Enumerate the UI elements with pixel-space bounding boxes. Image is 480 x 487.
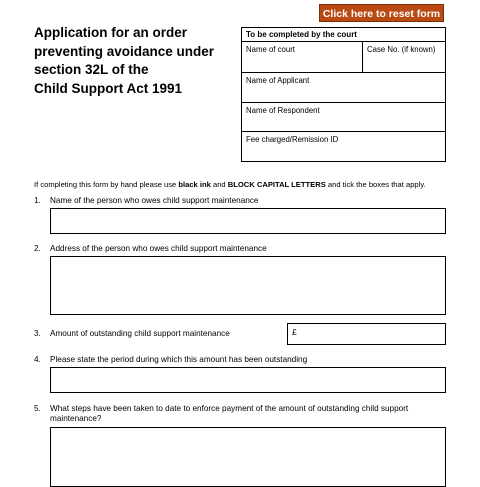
question-number: 3.	[34, 329, 41, 338]
title-line: Application for an order	[34, 25, 188, 40]
form-instructions	[34, 180, 426, 189]
question-2-label	[34, 244, 267, 254]
instructions-and: and	[210, 180, 228, 189]
question-number: 1.	[34, 196, 41, 205]
name-of-applicant-label: Name of Applicant	[246, 76, 310, 85]
debtor-name-input[interactable]	[50, 208, 446, 234]
question-number: 5.	[34, 404, 41, 413]
instructions-bold-capitals: BLOCK CAPITAL LETTERS	[227, 180, 326, 189]
outstanding-period-input[interactable]	[50, 367, 446, 393]
outstanding-amount-input[interactable]	[287, 323, 446, 345]
question-4-label	[34, 355, 307, 365]
court-use-box	[241, 27, 446, 162]
enforcement-steps-input[interactable]	[50, 427, 446, 487]
instructions-bold-ink: black ink	[178, 180, 211, 189]
question-5-continuation	[50, 414, 101, 424]
title-line: preventing avoidance under	[34, 43, 215, 59]
question-text: What steps have been taken to date to enforce payment of the amount of outstanding child support	[50, 404, 409, 413]
reset-form-button[interactable]: Click here to reset form	[319, 4, 444, 22]
debtor-address-input[interactable]	[50, 256, 446, 315]
question-text: Name of the person who owes child support maintenance	[50, 196, 259, 205]
title-line: Child Support Act 1991	[34, 80, 183, 96]
question-text: Amount of outstanding child support maintenance	[50, 329, 230, 338]
fee-remission-label: Fee charged/Remission ID	[246, 135, 339, 144]
case-number-label: Case No. (if known)	[367, 45, 436, 54]
name-of-respondent-field[interactable]	[242, 103, 445, 132]
question-5-label	[34, 404, 408, 414]
question-number: 2.	[34, 244, 41, 253]
question-number: 4.	[34, 355, 41, 364]
name-of-respondent-label: Name of Respondent	[246, 106, 320, 115]
question-text: Please state the period during which this amount has been outstanding	[50, 355, 308, 364]
fee-remission-field[interactable]	[242, 132, 445, 161]
title-line: section 32L of the	[34, 62, 149, 77]
pound-sign: £	[292, 327, 297, 337]
name-of-court-label: Name of court	[246, 45, 295, 54]
question-text: Address of the person who owes child support maintenance	[50, 244, 267, 253]
instructions-prefix: If completing this form by hand please use	[34, 180, 179, 189]
form-title	[34, 24, 224, 98]
question-1-label	[34, 196, 258, 206]
question-3-label	[34, 329, 230, 339]
name-of-applicant-field[interactable]	[242, 73, 445, 103]
name-of-court-field[interactable]	[242, 42, 363, 73]
case-number-field[interactable]	[363, 42, 445, 73]
question-text: maintenance?	[50, 414, 102, 423]
instructions-suffix: and tick the boxes that apply.	[325, 180, 426, 189]
court-box-heading: To be completed by the court	[242, 28, 445, 42]
